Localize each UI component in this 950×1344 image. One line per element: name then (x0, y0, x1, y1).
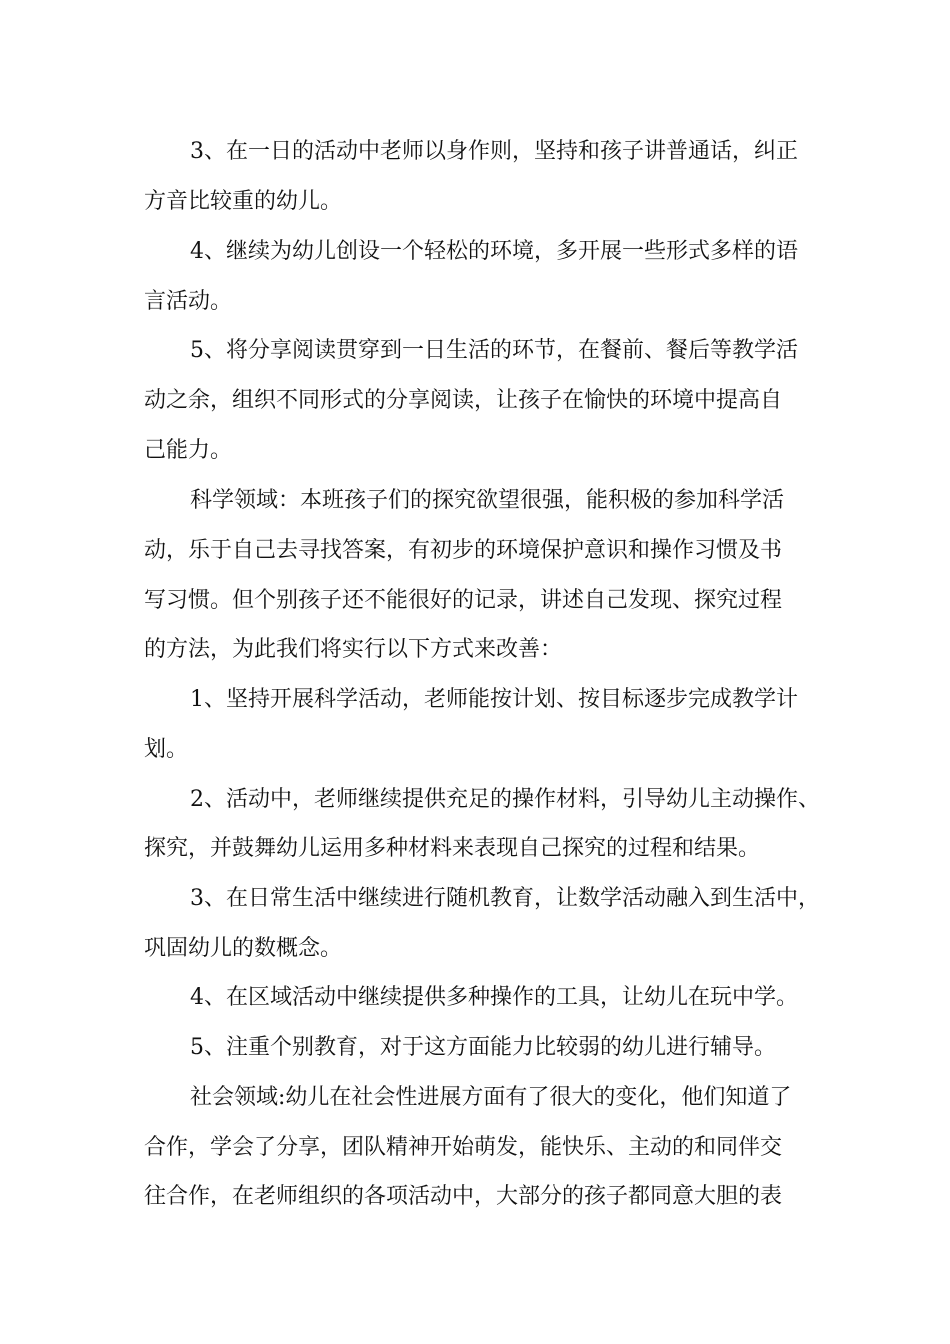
text-line: 5、注重个别教育，对于这方面能力比较弱的幼儿进行辅导。 (190, 1035, 776, 1060)
text-line: 4、继续为幼儿创设一个轻松的环境，多开展一些形式多样的语 (190, 239, 798, 264)
text-line: 社会领域:幼儿在社会性进展方面有了很大的变化，他们知道了 (190, 1085, 792, 1110)
text-line: 往合作，在老师组织的各项活动中，大部分的孩子都同意大胆的表 (144, 1184, 783, 1209)
text-line: 划。 (144, 737, 189, 762)
text-line: 言活动。 (144, 289, 233, 314)
text-line: 写习惯。但个别孩子还不能很好的记录，讲述自己发现、探究过程 (144, 588, 783, 613)
text-line: 5、将分享阅读贯穿到一日生活的环节，在餐前、餐后等教学活 (190, 338, 798, 363)
text-line: 3、在一日的活动中老师以身作则，坚持和孩子讲普通话，纠正 (190, 139, 798, 164)
text-line: 巩固幼儿的数概念。 (144, 936, 343, 961)
text-line: 1、坚持开展科学活动，老师能按计划、按目标逐步完成教学计 (190, 687, 798, 712)
text-line: 方音比较重的幼儿。 (144, 189, 343, 214)
text-line: 的方法，为此我们将实行以下方式来改善： (144, 637, 563, 662)
text-line: 探究，并鼓舞幼儿运用多种材料来表现自己探究的过程和结果。 (144, 836, 761, 861)
text-line: 2、活动中，老师继续提供充足的操作材料，引导幼儿主动操作、 (190, 787, 820, 812)
text-line: 动之余，组织不同形式的分享阅读，让孩子在愉快的环境中提高自 (144, 388, 783, 413)
text-line: 科学领域：本班孩子们的探究欲望很强，能积极的参加科学活 (190, 488, 785, 513)
text-line: 合作，学会了分享，团队精神开始萌发，能快乐、主动的和同伴交 (144, 1135, 783, 1160)
text-line: 动，乐于自己去寻找答案，有初步的环境保护意识和操作习惯及书 (144, 538, 783, 563)
text-line: 4、在区域活动中继续提供多种操作的工具，让幼儿在玩中学。 (190, 985, 798, 1010)
text-line: 己能力。 (144, 438, 233, 463)
text-line: 3、在日常生活中继续进行随机教育，让数学活动融入到生活中， (190, 886, 820, 911)
